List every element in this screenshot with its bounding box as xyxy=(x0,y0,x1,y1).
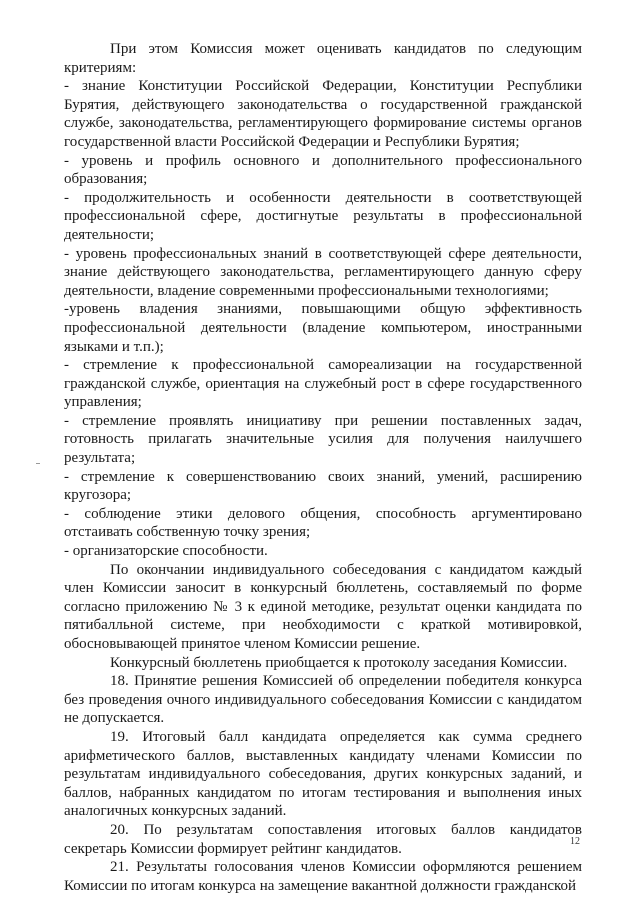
criteria-item: - знание Конституции Российской Федерации, Конституции Республики Бурятия, действующего законодательства о государственной гражданской службе, законодательства, регламентирующего формирование системы органов государственной власти Российской Федерации и Республики Бурятия; xyxy=(64,78,582,150)
paragraph: При этом Комиссия может оценивать кандидатов по следующим критериям: xyxy=(64,41,582,76)
paragraph: По окончании индивидуального собеседования с кандидатом каждый член Комиссии заносит в конкурсный бюллетень, составляемый по форме согласно приложению № 3 к единой методике, результат оценки кандидата по пятибалльной системе, при необходимости с краткой мотивировкой, обосновывающей принятое членом Комиссии решение. xyxy=(64,561,582,652)
criteria-item: -уровень владения знаниями, повышающими общую эффективность профессиональной деятельности (владение компьютером, иностранными языками и т.п.); xyxy=(64,301,582,355)
paragraph-item-18: 18. Принятие решения Комиссией об определении победителя конкурса без проведения очного индивидуального собеседования Комиссии с кандидатом не допускается. xyxy=(64,673,582,727)
criteria-item: - уровень и профиль основного и дополнительного профессионального образования; xyxy=(64,152,582,188)
paragraph: Конкурсный бюллетень приобщается к протоколу заседания Комиссии. xyxy=(110,654,568,671)
criteria-item: - уровень профессиональных знаний в соответствующей сфере деятельности, знание действующего законодательства, регламентирующего данную сферу деятельности, владение современными профессиональными технологиями; xyxy=(64,245,582,299)
criteria-item: - стремление к профессиональной самореализации на государственной гражданской службе, ориентация на служебный рост в сфере государственного управления; xyxy=(64,357,582,411)
paragraph-item-20: 20. По результатам сопоставления итоговых баллов кандидатов секретарь Комиссии формирует рейтинг кандидатов. xyxy=(64,821,582,857)
criteria-item: - продолжительность и особенности деятельности в соответствующей профессиональной сфере, достигнутые результаты в профессиональной деятельности; xyxy=(64,189,582,243)
document-body xyxy=(64,40,582,895)
criteria-item: - организаторские способности. xyxy=(64,543,268,560)
margin-mark xyxy=(36,463,40,464)
criteria-item: - стремление к совершенствованию своих знаний, умений, расширению кругозора; xyxy=(64,468,582,504)
page-number: 12 xyxy=(570,836,580,847)
paragraph-item-19: 19. Итоговый балл кандидата определяется как сумма среднего арифметического баллов, выставленных кандидату членами Комиссии по результатам индивидуального собеседования, других конкурсных заданий, и баллов, набранных кандидатом по итогам тестирования и выполнения иных аналогичных конкурсных заданий. xyxy=(64,728,582,820)
paragraph-item-21: 21. Результаты голосования членов Комиссии оформляются решением Комиссии по итогам конкурса на замещение вакантной должности гражданской xyxy=(64,859,582,894)
criteria-item: - соблюдение этики делового общения, способность аргументировано отстаивать собственную точку зрения; xyxy=(64,505,582,541)
criteria-item: - стремление проявлять инициативу при решении поставленных задач, готовность прилагать значительные усилия для получения наилучшего результата; xyxy=(64,412,582,467)
